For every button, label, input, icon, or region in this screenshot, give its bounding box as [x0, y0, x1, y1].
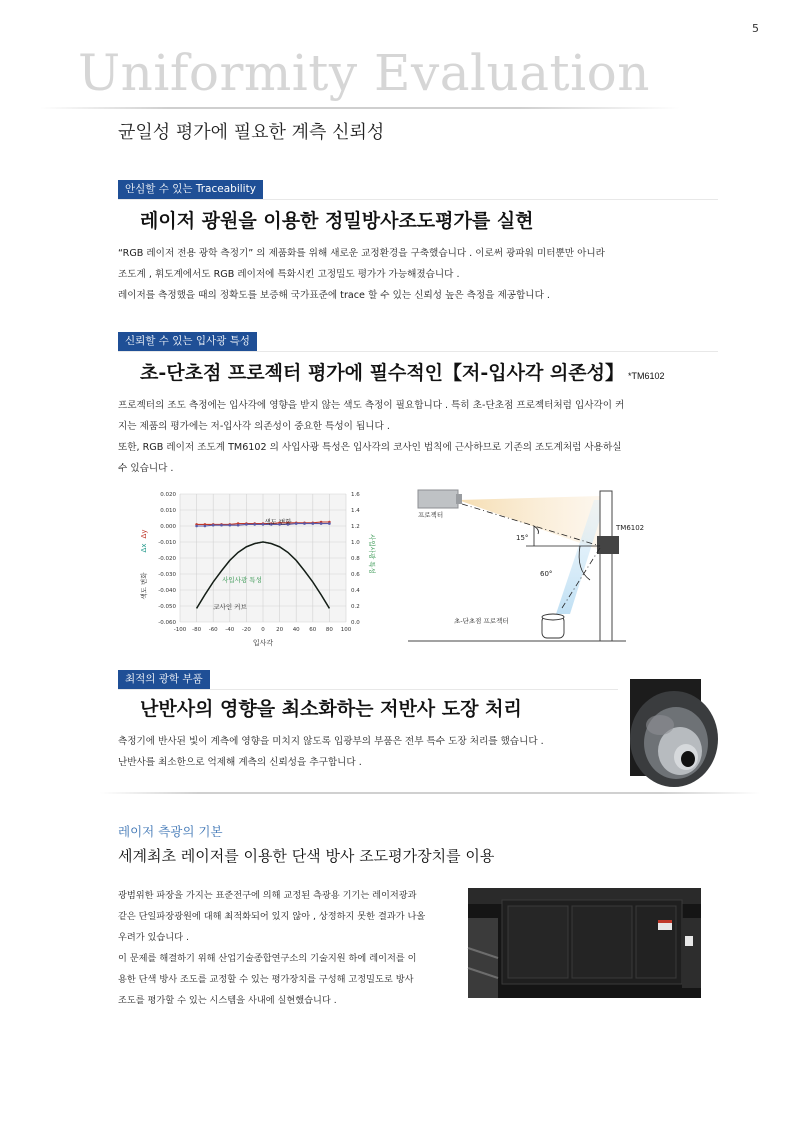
page-number: 5 — [752, 22, 759, 35]
body-line: 광범위한 파장을 가지는 표준전구에 의해 교정된 측광용 기기는 레이저광과 — [118, 890, 417, 901]
stand-pole — [600, 491, 612, 641]
lens-photo — [630, 679, 701, 776]
left-tick-label: -0.010 — [158, 540, 176, 546]
x-tick-label: -60 — [208, 627, 218, 633]
page-title: Uniformity Evaluation — [78, 44, 650, 102]
body-line: 난반사를 최소한으로 억제해 계측의 신뢰성을 추구합니다 . — [118, 757, 362, 768]
angle-60-label: 60° — [540, 570, 553, 578]
left-tick-label: -0.030 — [158, 572, 176, 578]
annotation-cosine: 코사인 커브 — [213, 603, 247, 611]
x-axis-label: 입사각 — [252, 639, 274, 647]
right-axis-label: 사입사광 특성 — [368, 534, 376, 574]
device-photo-graphic — [468, 888, 701, 998]
lens-photo-graphic — [630, 679, 701, 776]
delta-y-label: Δy — [140, 529, 148, 539]
series-point — [245, 523, 248, 526]
series-point — [229, 524, 232, 527]
evaluation-device-photo — [468, 888, 701, 998]
headline-text: 초-단초점 프로젝터 평가에 필수적인【저-입사각 의존성】 — [140, 362, 625, 384]
projector-label: 프로젝터 — [418, 511, 444, 519]
projector-beam — [458, 496, 600, 550]
series-point — [195, 525, 198, 528]
laser-section-title: 세계최초 레이저를 이용한 단색 방사 조도평가장치를 이용 — [118, 847, 495, 865]
section-body-traceability — [118, 243, 605, 306]
page-subtitle: 균일성 평가에 필요한 계측 신뢰성 — [118, 122, 385, 143]
title-divider — [40, 107, 680, 109]
section-tag-incident-light: 신뢰할 수 있는 입사광 특성 — [118, 332, 257, 351]
series-point — [204, 525, 207, 528]
left-axis-label: 색도 변화 — [140, 572, 148, 600]
incidence-chart — [128, 488, 378, 650]
projector-lens-icon — [456, 494, 462, 504]
ust-projector-label: 초-단초점 프로젝터 — [454, 617, 509, 625]
series-point — [295, 522, 298, 525]
body-line: 우려가 있습니다 . — [118, 932, 189, 943]
tag-underline — [118, 689, 618, 690]
x-tick-label: -100 — [173, 627, 187, 633]
body-line: 수 있습니다 . — [118, 463, 174, 474]
right-tick-label: 0.6 — [351, 572, 360, 578]
annotation-chroma: 색도 변화 — [264, 518, 292, 526]
tm6102-label: TM6102 — [616, 524, 645, 532]
right-tick-label: 0.4 — [351, 588, 360, 594]
right-tick-label: 0.2 — [351, 604, 360, 610]
x-tick-label: -40 — [225, 627, 235, 633]
series-point — [312, 522, 315, 525]
left-tick-label: -0.020 — [158, 556, 176, 562]
laser-section-body — [118, 885, 425, 1011]
projector-diagram — [404, 486, 645, 646]
body-line: 같은 단일파장광원에 대해 최적화되어 있지 않아 , 상정하지 못한 결과가 나올 — [118, 911, 426, 922]
body-line: 측정기에 반사된 빛이 계측에 영향을 미치지 않도록 입광부의 부품은 전부 특수 도장 처리를 했습니다 . — [118, 736, 544, 747]
right-tick-label: 1.0 — [351, 540, 360, 546]
delta-x-label: Δx — [140, 543, 148, 553]
right-tick-label: 1.2 — [351, 524, 360, 530]
left-tick-label: -0.050 — [158, 604, 176, 610]
series-point — [253, 523, 256, 526]
left-tick-label: -0.060 — [158, 620, 176, 626]
section-divider — [100, 792, 760, 794]
body-line: 조도를 평가할 수 있는 시스템을 사내에 실현했습니다 . — [118, 995, 337, 1006]
x-tick-label: -80 — [192, 627, 202, 633]
body-line: 지는 제품의 평가에는 저-입사각 의존성이 중요한 특성이 됩니다 . — [118, 421, 390, 432]
headline-note: *TM6102 — [628, 371, 665, 381]
series-point — [212, 524, 215, 527]
right-tick-label: 0.8 — [351, 556, 360, 562]
body-line: 또한, RGB 레이저 조도계 TM6102 의 사입사광 특성은 입사각의 코사인 법칙에 근사하므로 기존의 조도계처럼 사용하실 — [118, 442, 622, 453]
series-point — [237, 524, 240, 527]
section-headline-optics: 난반사의 영향을 최소화하는 저반사 도장 처리 — [140, 698, 522, 720]
section-headline-traceability: 레이저 광원을 이용한 정밀방사조도평가를 실현 — [140, 210, 534, 232]
body-line: 이 문제를 해결하기 위해 산업기술종합연구소의 기술지원 하에 레이저를 이 — [118, 953, 417, 964]
x-tick-label: 80 — [325, 627, 333, 633]
tag-underline — [118, 199, 718, 200]
left-tick-label: 0.010 — [160, 508, 176, 514]
body-line: 용한 단색 방사 조도를 교정할 수 있는 평가장치를 구성해 고정밀도로 방사 — [118, 974, 414, 985]
series-point — [320, 522, 323, 525]
tm6102-meter-icon — [597, 536, 619, 554]
left-tick-label: -0.040 — [158, 588, 176, 594]
x-tick-label: 60 — [309, 627, 317, 633]
section-body-optics — [118, 731, 544, 773]
body-line: 레이저를 측정했을 때의 정확도를 보증해 국가표준에 trace 할 수 있는 신뢰성 높은 측정을 제공합니다 . — [118, 290, 550, 301]
left-tick-label: 0.020 — [160, 492, 176, 498]
x-tick-label: 20 — [276, 627, 284, 633]
right-tick-label: 1.6 — [351, 492, 360, 498]
series-point — [220, 524, 223, 527]
section-body-incident-light — [118, 395, 624, 479]
series-point — [328, 522, 331, 525]
section-tag-optics: 최적의 광학 부품 — [118, 670, 210, 689]
section-tag-traceability: 안심할 수 있는 Traceability — [118, 180, 263, 199]
left-tick-label: 0.000 — [160, 524, 176, 530]
x-tick-label: -20 — [241, 627, 251, 633]
laser-section-label: 레이저 측광의 기본 — [118, 824, 223, 839]
x-tick-label: 0 — [261, 627, 265, 633]
series-point — [303, 522, 306, 525]
tag-underline — [118, 351, 718, 352]
right-tick-label: 1.4 — [351, 508, 360, 514]
right-tick-label: 0.0 — [351, 620, 360, 626]
body-line: 조도계 , 휘도계에서도 RGB 레이저에 특화시킨 고정밀도 평가가 가능해졌습니다 . — [118, 269, 460, 280]
angle-15-label: 15° — [516, 534, 529, 542]
projector-icon — [418, 490, 458, 508]
body-line: 프로젝터의 조도 측정에는 입사각에 영향을 받지 않는 색도 측정이 필요합니다 . 특히 초-단초점 프로젝터처럼 입사각이 커 — [118, 400, 625, 411]
ust-projector-top — [542, 614, 564, 620]
x-tick-label: 100 — [340, 627, 352, 633]
body-line: “RGB 레이저 전용 광학 측정기” 의 제품화를 위해 새로운 교정환경을 구축했습니다 . 이로써 광파워 미터뿐만 아니라 — [118, 248, 605, 259]
annotation-oblique: 사입사광 특성 — [222, 576, 262, 584]
section-headline-incident-light — [140, 358, 665, 385]
x-tick-label: 40 — [292, 627, 300, 633]
